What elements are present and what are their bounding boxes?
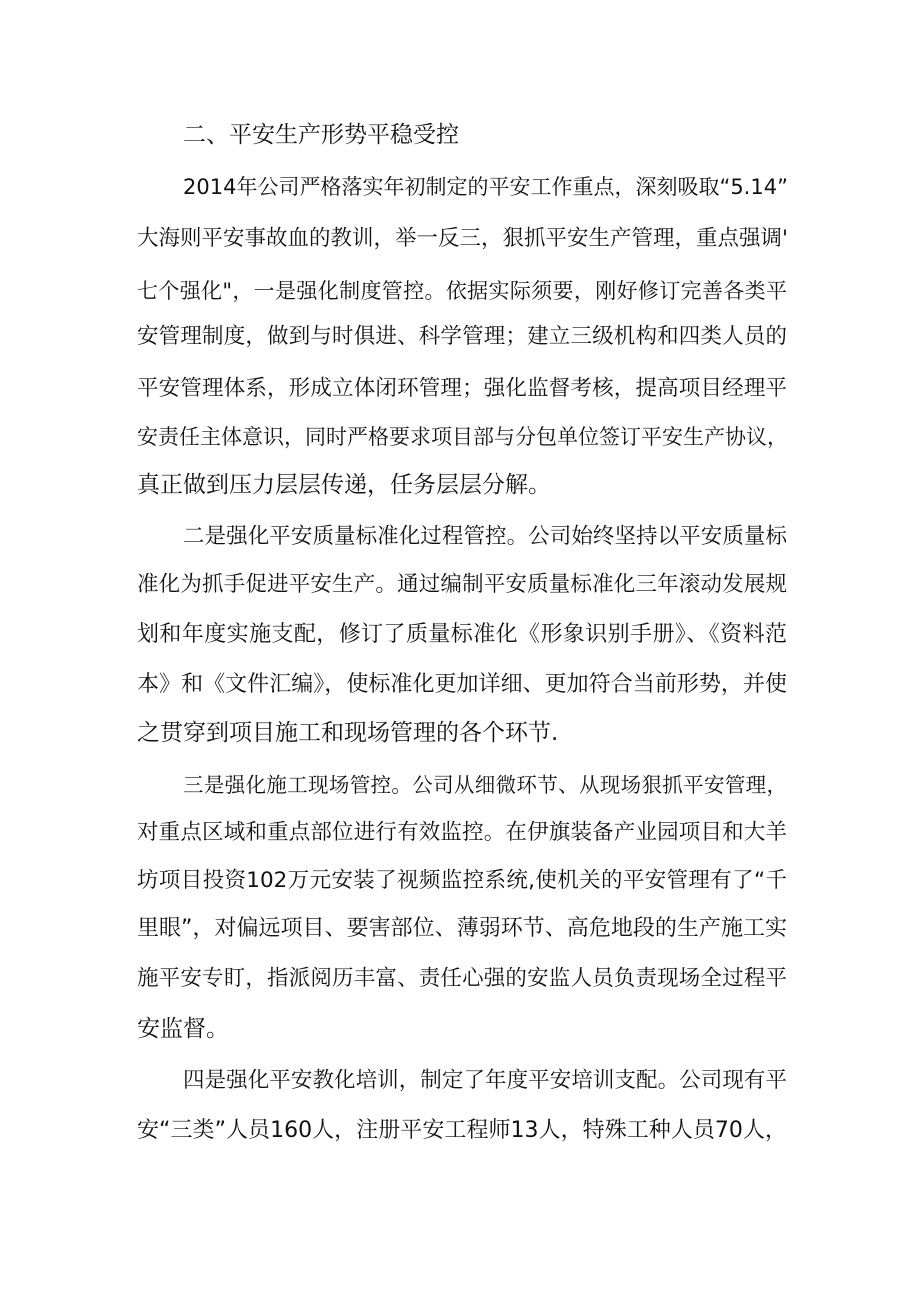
- paragraph-training-line-1: 四是强化平安教化培训，制定了年度平安培训支配。公司现有平: [183, 1068, 787, 1093]
- paragraph-training-line-2: 安“三类”人员160人，注册平安工程师13人，特殊工种人员70人，: [137, 1118, 787, 1143]
- paragraph-standardization-line-1: 二是强化平安质量标准化过程管控。公司始终坚持以平安质量标: [183, 524, 787, 549]
- paragraph-overview-line-4: 安管理制度，做到与时俱进、科学管理；建立三级机构和四类人员的: [137, 324, 787, 349]
- paragraph-site-control-line-5: 施平安专盯，指派阅历丰富、责任心强的安监人员负责现场全过程平: [137, 966, 787, 991]
- paragraph-site-control-line-4: 里眼”，对偏远项目、要害部位、薄弱环节、高危地段的生产施工实: [137, 916, 787, 941]
- paragraph-standardization-line-5: 之贯穿到项目施工和现场管理的各个环节.: [137, 720, 559, 746]
- section-heading: 二、平安生产形势平稳受控: [183, 122, 459, 148]
- paragraph-overview-line-6: 安责任主体意识，同时严格要求项目部与分包单位签订平安生产协议，: [137, 425, 788, 449]
- paragraph-standardization-line-4: 本》和《文件汇编》，使标准化更加详细、更加符合当前形势，并使: [137, 672, 787, 697]
- paragraph-overview-line-2: 大海则平安事故血的教训，举一反三，狠抓平安生产管理，重点强调': [137, 226, 788, 251]
- paragraph-site-control-line-1: 三是强化施工现场管控。公司从细微环节、从现场狠抓平安管理，: [183, 773, 787, 797]
- paragraph-overview-line-7: 真正做到压力层层传递，任务层层分解。: [137, 472, 551, 498]
- paragraph-site-control-line-3: 坊项目投资102万元安装了视频监控系统,使机关的平安管理有了“千: [137, 868, 787, 893]
- paragraph-overview-line-5: 平安管理体系，形成立体闭环管理；强化监督考核，提高项目经理平: [137, 376, 787, 401]
- paragraph-overview-line-1: 2014年公司严格落实年初制定的平安工作重点，深刻吸取“5.14”: [183, 175, 788, 199]
- paragraph-standardization-line-2: 准化为抓手促进平安生产。通过编制平安质量标准化三年滚动发展规: [137, 572, 787, 597]
- paragraph-site-control-line-2: 对重点区域和重点部位进行有效监控。在伊旗装备产业园项目和大羊: [137, 820, 787, 845]
- paragraph-overview-line-3: 七个强化"，一是强化制度管控。依据实际须要，刚好修订完善各类平: [137, 279, 787, 303]
- paragraph-standardization-line-3: 划和年度实施支配，修订了质量标准化《形象识别手册》、《资料范: [137, 622, 787, 647]
- paragraph-site-control-line-6: 安监督。: [137, 1016, 229, 1042]
